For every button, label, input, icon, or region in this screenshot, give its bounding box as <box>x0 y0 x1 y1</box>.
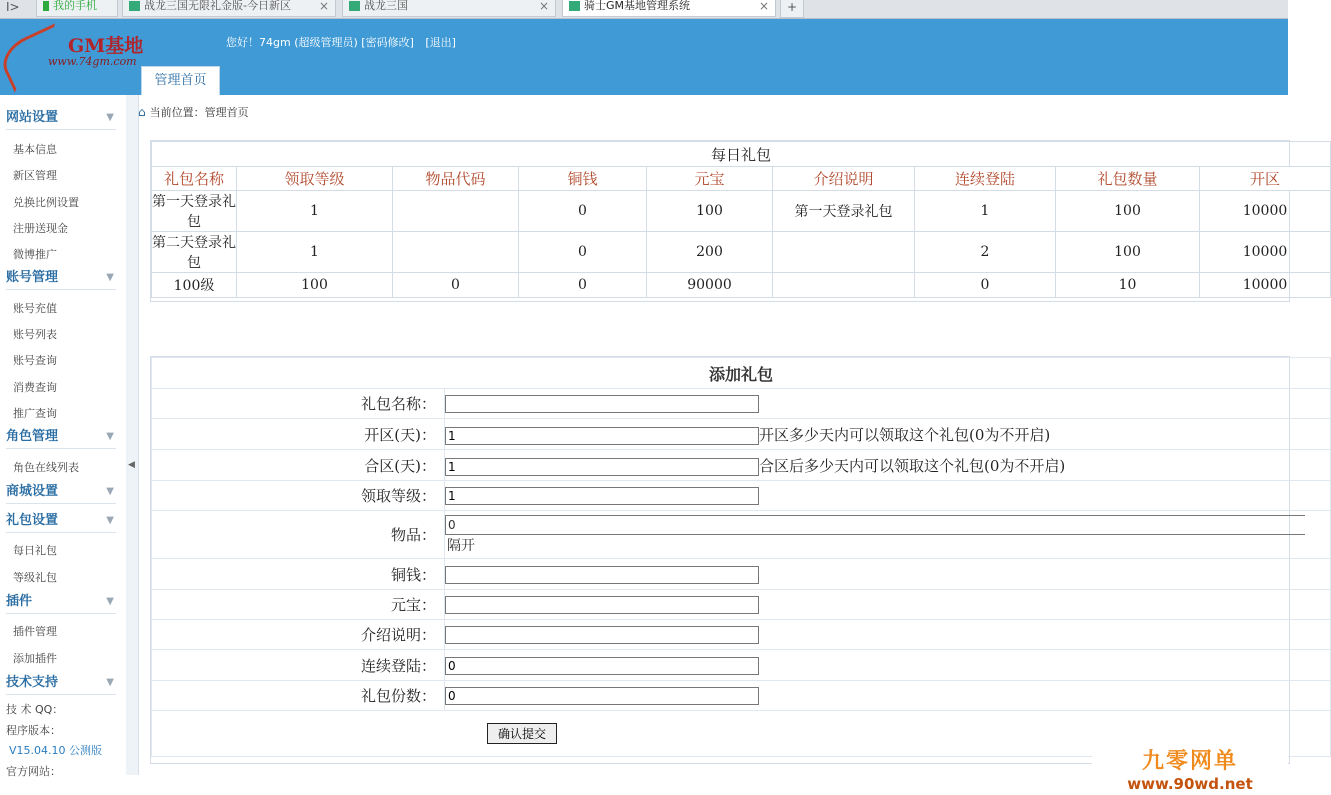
watermark <box>1092 740 1288 795</box>
column-header: 元宝 <box>647 167 773 191</box>
browser-tab-zhanlong[interactable] <box>342 0 556 17</box>
close-tab-icon[interactable]: × <box>538 0 549 13</box>
table-row <box>152 191 1331 232</box>
browser-tab-label: 战龙三国无限礼金版-今日新区 <box>144 0 291 12</box>
support-site: 官方网站： <box>6 765 61 778</box>
chevron-down-icon: ▼ <box>106 515 114 526</box>
chevron-down-icon: ▼ <box>106 272 114 283</box>
column-header: 领取等级 <box>237 167 393 191</box>
table-cell: 1 <box>237 232 393 273</box>
sidebar-item-register-cash[interactable]: 注册送现金 <box>13 222 68 235</box>
table-cell: 10000 <box>1200 273 1331 298</box>
breadcrumb <box>138 104 249 120</box>
gift-table-panel <box>150 140 1290 302</box>
table-cell: 第一天登录礼包 <box>152 191 237 232</box>
sidebar-item-weibo-promo[interactable]: 微博推广 <box>13 248 57 261</box>
sidebar-item-level-gift[interactable]: 等级礼包 <box>13 571 57 584</box>
sidebar-section-site-settings[interactable] <box>6 107 116 130</box>
column-header: 铜钱 <box>519 167 647 191</box>
browser-tab-my-phone[interactable] <box>36 0 118 17</box>
gift-table <box>151 141 1331 298</box>
tab-nav-icon[interactable]: I> <box>6 0 20 14</box>
sidebar-section-roles[interactable] <box>6 426 116 449</box>
sidebar-item-new-server[interactable]: 新区管理 <box>13 169 57 182</box>
sidebar-item-consumption-query[interactable]: 消费查询 <box>13 381 57 394</box>
site-favicon-icon <box>129 1 140 11</box>
merge-days-hint: 合区后多少天内可以领取这个礼包(0为不开启) <box>759 456 1066 475</box>
column-header: 介绍说明 <box>773 167 915 191</box>
phone-icon <box>43 1 49 11</box>
sidebar-item-plugin-manage[interactable]: 插件管理 <box>13 625 57 638</box>
open-days-input[interactable] <box>445 427 759 445</box>
field-label: 领取等级： <box>152 481 445 511</box>
column-header: 物品代码 <box>393 167 519 191</box>
field-label: 物品： <box>152 511 445 559</box>
sidebar-item-promo-query[interactable]: 推广查询 <box>13 407 57 420</box>
table-cell: 100 <box>1056 191 1200 232</box>
table-cell: 90000 <box>647 273 773 298</box>
login-days-input[interactable] <box>445 657 759 675</box>
logo-url: www.74gm.com <box>48 55 137 68</box>
tab-admin-home[interactable]: 管理首页 <box>141 66 220 95</box>
sidebar-section-title: 账号管理 <box>6 270 59 285</box>
sidebar-section-support[interactable] <box>6 672 116 695</box>
form-title: 添加礼包 <box>152 358 1331 389</box>
watermark-title: 九零网单 <box>1141 749 1238 774</box>
sidebar-section-title: 网站设置 <box>6 110 59 125</box>
chevron-left-icon: ◀ <box>128 460 135 470</box>
table-cell: 0 <box>393 273 519 298</box>
table-cell <box>393 232 519 273</box>
table-cell <box>773 273 915 298</box>
field-label: 合区(天)： <box>152 450 445 481</box>
table-cell: 1 <box>915 191 1056 232</box>
close-tab-icon[interactable]: × <box>758 0 769 13</box>
sidebar-section-title: 插件 <box>6 594 33 609</box>
table-cell: 1 <box>237 191 393 232</box>
table-cell: 10000 <box>1200 232 1331 273</box>
table-cell: 0 <box>519 191 647 232</box>
column-header: 礼包数量 <box>1056 167 1200 191</box>
sidebar-section-title: 礼包设置 <box>6 513 59 528</box>
merge-days-input[interactable] <box>445 458 759 476</box>
sidebar-section-title: 技术支持 <box>6 675 59 690</box>
items-input[interactable]: 0 <box>445 515 1305 535</box>
sidebar-collapse-handle[interactable] <box>126 95 139 775</box>
column-header: 开区 <box>1200 167 1331 191</box>
open-days-hint: 开区多少天内可以领取这个礼包(0为不开启) <box>759 425 1051 444</box>
gift-name-input[interactable] <box>445 395 759 413</box>
field-label: 礼包份数： <box>152 681 445 711</box>
logo-title: GM基地 <box>68 35 144 57</box>
sidebar-item-online-roles[interactable]: 角色在线列表 <box>13 461 79 474</box>
sidebar-item-basic-info[interactable]: 基本信息 <box>13 143 57 156</box>
browser-tab-zhanlong-new[interactable] <box>122 0 336 17</box>
support-qq: 技 术 QQ： <box>6 703 64 716</box>
app-header <box>0 19 1288 95</box>
sidebar-item-add-plugin[interactable]: 添加插件 <box>13 652 57 665</box>
sidebar-section-title: 角色管理 <box>6 429 59 444</box>
table-cell <box>773 232 915 273</box>
add-gift-form <box>151 357 1331 757</box>
sidebar-section-plugins[interactable] <box>6 591 116 614</box>
table-cell: 第一天登录礼包 <box>773 191 915 232</box>
column-header: 连续登陆 <box>915 167 1056 191</box>
field-label: 元宝： <box>152 590 445 620</box>
copper-input[interactable] <box>445 566 759 584</box>
sidebar <box>0 95 127 778</box>
sidebar-item-exchange-ratio[interactable]: 兑换比例设置 <box>13 196 79 209</box>
support-version: V15.04.10 公测版 <box>9 744 103 757</box>
home-icon[interactable]: ⌂ <box>138 105 146 119</box>
table-cell: 10 <box>1056 273 1200 298</box>
logout-link[interactable]: [退出] <box>425 36 456 49</box>
support-version-label: 程序版本： <box>6 724 61 737</box>
submit-button[interactable]: 确认提交 <box>487 723 557 744</box>
change-password-link[interactable]: [密码修改] <box>361 36 414 49</box>
sidebar-section-accounts[interactable] <box>6 267 116 290</box>
table-cell: 100 <box>647 191 773 232</box>
sidebar-section-gifts[interactable] <box>6 510 116 533</box>
browser-tab-label: 骑士GM基地管理系统 <box>584 0 691 12</box>
table-cell: 0 <box>519 232 647 273</box>
site-favicon-icon <box>569 1 580 11</box>
table-cell: 2 <box>915 232 1056 273</box>
table-cell: 100 <box>1056 232 1200 273</box>
table-cell <box>393 191 519 232</box>
gift-table-caption: 每日礼包 <box>152 142 1331 167</box>
table-row <box>152 232 1331 273</box>
field-label: 铜钱： <box>152 559 445 590</box>
browser-tab-gm-admin[interactable] <box>562 0 776 17</box>
sidebar-item-account-query[interactable]: 账号查询 <box>13 354 57 367</box>
chevron-down-icon: ▼ <box>106 112 114 123</box>
sidebar-item-account-list[interactable]: 账号列表 <box>13 328 57 341</box>
add-gift-panel <box>150 356 1290 764</box>
browser-tab-label: 战龙三国 <box>364 0 408 12</box>
chevron-down-icon: ▼ <box>106 596 114 607</box>
table-cell: 10000 <box>1200 191 1331 232</box>
table-cell: 第二天登录礼包 <box>152 232 237 273</box>
table-cell: 200 <box>647 232 773 273</box>
gift-table-header-row <box>152 167 1331 191</box>
chevron-down-icon: ▼ <box>106 677 114 688</box>
breadcrumb-text: 当前位置：管理首页 <box>149 106 249 119</box>
level-input[interactable] <box>445 487 759 505</box>
site-logo[interactable] <box>0 25 150 85</box>
table-row <box>152 273 1331 298</box>
new-tab-button[interactable]: + <box>780 0 804 18</box>
field-label: 介绍说明： <box>152 620 445 650</box>
field-label: 连续登陆： <box>152 650 445 681</box>
table-cell: 100级 <box>152 273 237 298</box>
welcome-text: 您好！74gm (超级管理员) <box>226 36 358 49</box>
sidebar-item-daily-gift[interactable]: 每日礼包 <box>13 544 57 557</box>
close-tab-icon[interactable]: × <box>318 0 329 13</box>
sidebar-section-shop[interactable] <box>6 481 116 504</box>
items-note: 隔开 <box>447 537 475 554</box>
ingot-input[interactable] <box>445 596 759 614</box>
browser-tab-strip <box>0 0 1288 19</box>
table-cell: 0 <box>915 273 1056 298</box>
site-favicon-icon <box>349 1 360 11</box>
sidebar-item-recharge[interactable]: 账号充值 <box>13 302 57 315</box>
chevron-down-icon: ▼ <box>106 431 114 442</box>
table-cell: 100 <box>237 273 393 298</box>
chevron-down-icon: ▼ <box>106 486 114 497</box>
quantity-input[interactable] <box>445 687 759 705</box>
field-label: 开区(天)： <box>152 419 445 450</box>
description-input[interactable] <box>445 626 759 644</box>
sidebar-section-title: 商城设置 <box>6 484 59 499</box>
field-label: 礼包名称： <box>152 389 445 419</box>
table-cell: 0 <box>519 273 647 298</box>
watermark-url: www.90wd.net <box>1127 775 1253 793</box>
column-header: 礼包名称 <box>152 167 237 191</box>
browser-tab-label: 我的手机 <box>53 0 97 12</box>
welcome-bar <box>226 34 456 50</box>
